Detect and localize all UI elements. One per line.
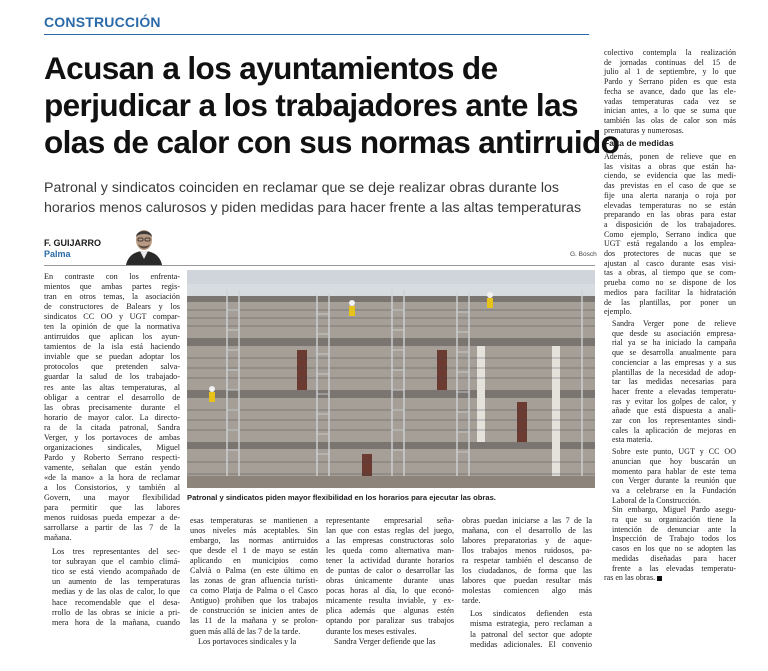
text-line: de constructores de Balears y los: [44, 302, 180, 312]
text-line: organizaciones sindicales, Miguel: [44, 442, 180, 452]
text-line: zar con los representantes sindi-: [612, 416, 736, 426]
text-line: optando por paralizar sus trabajos: [326, 616, 454, 626]
section-subtitle: Falta de medidas: [604, 138, 674, 149]
text-line: añade que está dispuesta a anali-: [612, 406, 736, 416]
text-line: elevadas temperaturas no se están: [604, 200, 736, 210]
text-line: rial ya se ha iniciado la campaña: [612, 338, 736, 348]
text-line: Govern, una mayor flexibilidad: [44, 493, 180, 503]
text-line: tico se está viendo acompañado de: [52, 567, 180, 577]
text-line: Además, ponen de relieve que en: [604, 152, 736, 162]
text-line: hacer frente a elevadas temperatu-: [612, 386, 736, 396]
text-line: que desde el 1 de mayo se están: [190, 546, 318, 556]
text-line: Sin embargo, Miguel Pardo asegu-: [612, 505, 736, 515]
text-line: concienciar a las empresas y a sus: [612, 357, 736, 367]
article-column-5: [604, 48, 736, 583]
text-line: inviable que se puedan adoptar los: [44, 352, 180, 362]
text-line: cales la aplicación de mejoras en: [612, 425, 736, 435]
paragraph: [462, 516, 592, 606]
text-line: guardar la salud de los trabajado-: [44, 372, 180, 382]
headline-line: Acusan a los ayuntamientos de: [44, 50, 498, 86]
text-line: hace recomendable que el desa-: [52, 597, 180, 607]
text-line: fecha se avance, dado que las ele-: [604, 86, 736, 96]
text-line: medias y de las olas de calor, lo que: [52, 587, 180, 597]
text-line: Pardo y Roberto Serrano respecti-: [44, 452, 180, 462]
author-place: Palma: [44, 249, 71, 259]
paragraph: [604, 48, 736, 135]
author-photo: [118, 225, 170, 265]
text-line: también las olas de calor son más: [604, 115, 736, 125]
text-line: durante los meses estivales.: [326, 626, 417, 636]
text-line: las visitas a obras que están ha-: [604, 161, 736, 171]
text-line: labores que puedan resultar más: [462, 576, 592, 586]
text-line: las obras precisamente durante el: [44, 402, 180, 412]
text-line: tar las medidas necesarias para: [612, 377, 736, 387]
construction-photo: [187, 270, 595, 488]
text-line: medidas diseñadas para hacer: [612, 553, 736, 563]
text-line: Como ejemplo, Serrano indica que: [604, 229, 736, 239]
text-line: esas temperaturas se mantienen a: [190, 516, 318, 525]
text-line: que desde su asociación empresa-: [612, 328, 736, 338]
text-line: pocas horas al día, lo que econó-: [326, 586, 454, 596]
text-line: tas a obras, al tiempo que se com-: [604, 268, 736, 278]
photo-credit: G. Bosch: [570, 251, 597, 258]
text-line: plica además que algunas estén: [326, 606, 454, 616]
subhead-line: Patronal y sindicatos coinciden en reclamar que se deje realizar obras durante los: [44, 180, 559, 196]
article-column-2: [190, 516, 318, 647]
paragraph: [462, 609, 592, 649]
paragraph: [326, 637, 454, 647]
text-line: fije una alerta naranja o roja por: [604, 190, 736, 200]
text-line: medios para facilitar la hidratación: [604, 287, 736, 297]
article-column-1: [44, 272, 180, 628]
text-line: ten la opinión de que la normativa: [44, 322, 180, 332]
text-line: UGT está regalando a los emplea-: [604, 239, 736, 249]
text-line: vadas temperaturas cada vez se: [604, 96, 736, 106]
paragraph: [604, 152, 736, 317]
text-line: inician antes, a lo que se suma que: [604, 106, 736, 116]
text-line: con Verger durante la reunión que: [612, 476, 736, 486]
text-line: Sandra Verger pone de relieve: [612, 318, 736, 328]
text-line: va a celebrarse en la Fundación: [612, 485, 736, 495]
text-line: esta materia.: [612, 435, 653, 445]
text-line: mera hora de la mañana, cuando: [52, 617, 180, 627]
text-line: dos protectores de nucas que se: [604, 249, 736, 259]
photo-caption: Patronal y sindicatos piden mayor flexibilidad en los horarios para ejecutar las obras.: [187, 493, 496, 502]
text-line: sarrollarse a partir de las 7 de la: [44, 523, 180, 533]
text-line: la patronal del sector que adopte: [470, 629, 592, 639]
text-line: representante empresarial seña-: [326, 516, 454, 525]
text-line: misma estrategia, pero reclaman a: [470, 619, 592, 629]
text-line: ejemplo.: [604, 307, 632, 317]
text-line: las zonas de gran afluencia turísti-: [190, 576, 318, 586]
text-line: Calvià o Palma (en este último en: [190, 566, 318, 576]
text-line: Laboral de la Construcción.: [612, 495, 701, 505]
section-rule: [44, 34, 589, 35]
text-line: Sobre este punto, UGT y CC OO: [612, 447, 736, 457]
text-line: aplicando en municipios como: [190, 556, 318, 566]
text-line: tarde.: [462, 596, 481, 606]
text-line: horario de mayor calor. La directo-: [44, 412, 180, 422]
text-line: lan que con estas reglas del juego,: [326, 526, 454, 536]
text-line: guen más allá de las 7 de la tarde.: [190, 626, 301, 636]
paragraph: [326, 516, 454, 637]
paragraph: [604, 447, 736, 583]
text-line: de jornadas continuas del 15 de: [604, 57, 736, 67]
text-line: mañana, con el desarrollo de las: [462, 526, 592, 536]
text-line: de puntas de calor o desarrollar las: [326, 566, 454, 576]
text-line: tamientos de la isla está haciendo: [44, 342, 180, 352]
paragraph: [44, 547, 180, 627]
text-line: plantillas de la necesidad de adop-: [612, 367, 736, 377]
paragraph: [604, 319, 736, 445]
text-line: mientos que ambas partes regis-: [44, 282, 180, 292]
text-line: a las empresas constructoras solo: [326, 536, 454, 546]
text-line: sindicatos CC OO y UGT compar-: [44, 312, 180, 322]
text-line: intención de denunciar ante la: [612, 524, 736, 534]
text-line: a los Consistorios, y también al: [44, 482, 180, 492]
text-line: medidas adicionales. El convenio: [470, 639, 592, 649]
text-line: ra respetar también el descanso de: [462, 556, 592, 566]
text-line: ra de la citada patronal, Sandra: [44, 422, 180, 432]
text-line: llos trabajos menos ruidosos, pa-: [462, 546, 592, 556]
end-mark: [657, 576, 662, 581]
paragraph: [44, 272, 180, 543]
text-line: protocolos que pretenden salva-: [44, 362, 180, 372]
text-line: Sandra Verger defiende que las: [334, 636, 436, 646]
text-line: un aumento de las temperaturas: [52, 577, 180, 587]
text-line: vamente, señalan que están yendo: [44, 462, 180, 472]
text-line: labores preparatorias y de aque-: [462, 536, 592, 546]
text-line: Inspección de Trabajo todos los: [612, 534, 736, 544]
divider: [44, 265, 595, 266]
paragraph: [190, 516, 318, 637]
article-column-3: [326, 516, 454, 647]
text-line: obligar a centrar el desarrollo de: [44, 392, 180, 402]
text-line: tener la actividad durante horarios: [326, 556, 454, 566]
text-line: ra que su organización tiene la: [612, 515, 736, 525]
text-line: ciendo, se evidencia que las medi-: [604, 171, 736, 181]
text-line: ras y evitar los golpes de calor, y: [612, 396, 736, 406]
text-line: molestas comiencen algo más: [462, 586, 592, 596]
text-line: de construcción se inicien antes de: [190, 606, 318, 616]
text-line: embargo, las normas antirruidos: [190, 536, 318, 546]
text-line: Los portavoces sindicales y la: [198, 636, 297, 646]
text-line: menos ruidosas pueda empezar a de-: [44, 513, 180, 523]
article-column-4: [462, 516, 592, 650]
text-line: tran en otros temas, la asociación: [44, 292, 180, 302]
text-line: ca como Platja de Palma o el Casco: [190, 586, 318, 596]
subhead-line: horarios menos calurosos y piden medidas para hacer frente a las altas temperaturas: [44, 200, 582, 216]
section-label: CONSTRUCCIÓN: [44, 14, 161, 30]
text-line: Antiguo) prohiben que los trabajos: [190, 596, 318, 606]
text-line: a disposición de los trabajadores.: [604, 219, 736, 229]
text-line: colectivo contempla la realización: [604, 48, 736, 57]
text-line: preparando en las obras para estar: [604, 210, 736, 220]
text-line: En contraste con los enfrenta-: [44, 272, 180, 281]
text-line: ajustan al casco durante esas visi-: [604, 258, 736, 268]
text-line: Pardo y Serrano piden es que esta: [604, 77, 736, 87]
text-line: antirruidos que aplican los ayun-: [44, 332, 180, 342]
text-line: julio al 1 de septiembre, y lo que: [604, 67, 736, 77]
text-line: micamente resulta inviable, y ex-: [326, 596, 454, 606]
headline-line: olas de calor con sus normas antirruido: [44, 124, 620, 160]
text-line: las 11 de la mañana y se prolon-: [190, 616, 318, 626]
text-line: casos en los que no se adopten las: [612, 544, 736, 554]
text-line: rrollo de las obras se inicie a pri-: [52, 607, 180, 617]
text-line: unos niveles más aceptables. Sin: [190, 526, 318, 536]
author-name: F. GUIJARRO: [44, 238, 102, 248]
text-line: ras en las obras.: [604, 573, 656, 583]
text-line: mañana.: [44, 533, 72, 543]
byline: [44, 238, 101, 260]
text-line: momento para hablar de este tema: [612, 466, 736, 476]
text-line: obras puedan iniciarse a las 7 de la: [462, 516, 592, 525]
text-line: Los sindicatos defienden esta: [470, 609, 592, 619]
text-line: res ante las altas temperaturas, al: [44, 382, 180, 392]
text-line: das previstas en el caso de que se: [604, 181, 736, 191]
text-line: frente a las elevadas temperatu-: [612, 563, 736, 573]
text-line: para permitir que las labores: [44, 503, 180, 513]
text-line: les queda como alternativa man-: [326, 546, 454, 556]
text-line: tor subrayan que el cambio climá-: [52, 557, 180, 567]
headline-line: perjudicar a los trabajadores ante las: [44, 87, 578, 123]
subheadline: [44, 178, 604, 218]
text-line: prematuras y numerosas.: [604, 125, 684, 135]
text-line: prueba como no se dispone de los: [604, 278, 736, 288]
text-line: anuncian que hoy buscarán un: [612, 456, 736, 466]
text-line: obras únicamente durante unas: [326, 576, 454, 586]
text-line: «de la mano» a la hora de reclamar: [44, 472, 180, 482]
text-line: que se desarrolla anualmente para: [612, 348, 736, 358]
text-line: Verger, y los portavoces de ambas: [44, 432, 180, 442]
paragraph: [190, 637, 318, 647]
text-line: los ciudadanos, de forma que las: [462, 566, 592, 576]
text-line: de las plantillas, por poner un: [604, 297, 736, 307]
headline: [44, 50, 620, 161]
text-line: Los tres representantes del sec-: [52, 547, 180, 557]
